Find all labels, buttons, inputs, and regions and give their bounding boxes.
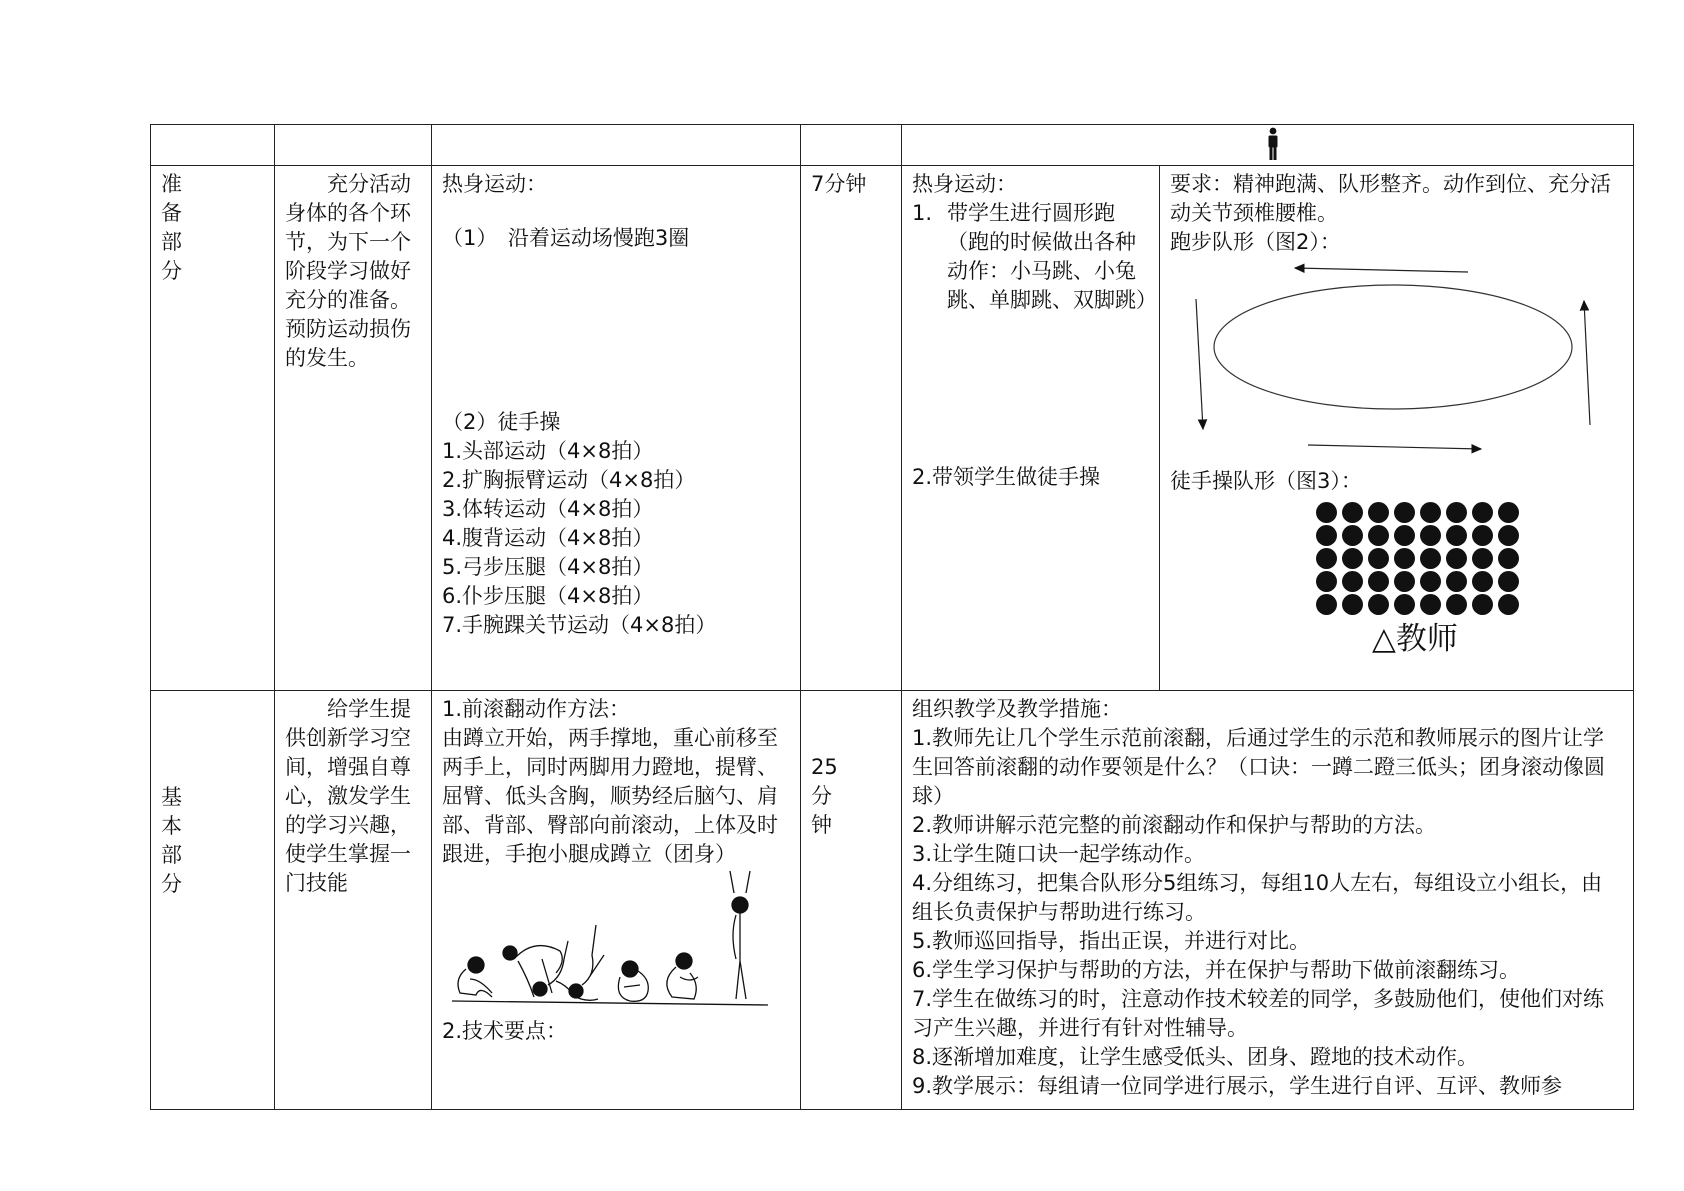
student-dot — [1420, 548, 1441, 569]
student-dot — [1472, 571, 1493, 592]
student-dot — [1316, 571, 1337, 592]
running-track-oval — [1214, 285, 1572, 409]
student-dot — [1420, 525, 1441, 546]
forward-roll-illustration — [442, 869, 790, 1017]
figure-head-icon — [533, 982, 547, 996]
basic-section-char: 分 — [161, 872, 182, 896]
student-dot — [1472, 548, 1493, 569]
prep-requirement: 要求：精神跑满、队形整齐。动作到位、充分活动关节颈椎腰椎。 — [1170, 172, 1611, 225]
prep-section-char: 备 — [161, 201, 182, 225]
basic-time-cell — [801, 691, 902, 1110]
arrow-top-icon — [1295, 268, 1468, 272]
student-dot — [1420, 502, 1441, 523]
teacher-marker: △教师 — [1372, 621, 1458, 657]
figure-head-icon — [732, 897, 748, 913]
figure-body-icon — [730, 871, 750, 999]
student-dot — [1446, 525, 1467, 546]
prep-time-cell — [801, 166, 902, 691]
prep-row — [151, 166, 1634, 691]
prep-org-title: 热身运动： — [912, 172, 1017, 196]
basic-method-text: 由蹲立开始，两手撑地，重心前移至两手上，同时两脚用力蹬地，提臂、屈臂、低头含胸，顺势经后脑勺、肩部、背部、臀部向前滚动，上体及时跟进，手抱小腿成蹲立（团身） — [442, 726, 778, 866]
prep-section-char: 部 — [161, 230, 182, 254]
drill-formation-label: 徒手操队形（图3）： — [1170, 469, 1362, 493]
student-dot — [1368, 548, 1389, 569]
prep-org-item1 — [912, 199, 1157, 315]
basic-content-cell — [432, 691, 801, 1110]
student-dot — [1342, 594, 1363, 615]
student-dot — [1394, 502, 1415, 523]
basic-row — [151, 691, 1634, 1110]
exercise-item: 2.扩胸振臂运动（4×8拍） — [442, 468, 696, 492]
header-cell — [275, 125, 432, 166]
arrow-left-icon — [1196, 299, 1203, 429]
basic-org-item: 5.教师巡回指导，指出正误，并进行对比。 — [912, 929, 1311, 953]
basic-section-char: 本 — [161, 814, 182, 838]
exercise-item: 7.手腕踝关节运动（4×8拍） — [442, 613, 717, 637]
run-formation-diagram — [1170, 257, 1623, 467]
student-dot — [1498, 502, 1519, 523]
header-cell — [432, 125, 801, 166]
basic-objective: 给学生提供创新学习空间，增强自尊心，激发学生的学习兴趣，使学生掌握一门技能 — [285, 697, 411, 895]
basic-objective-cell — [275, 691, 432, 1110]
exercise-item: 4.腹背运动（4×8拍） — [442, 526, 654, 550]
basic-org-list — [912, 724, 1623, 1101]
basic-org-cell — [902, 691, 1634, 1110]
ground-line — [452, 1001, 768, 1005]
arrow-right-icon — [1584, 301, 1590, 425]
student-dot — [1316, 594, 1337, 615]
student-dot — [1394, 525, 1415, 546]
prep-objective: 充分活动身体的各个环节，为下一个阶段学习做好充分的准备。预防运动损伤的发生。 — [285, 172, 411, 370]
student-dot — [1498, 594, 1519, 615]
basic-org-item: 2.教师讲解示范完整的前滚翻动作和保护与帮助的方法。 — [912, 813, 1437, 837]
header-row — [151, 125, 1634, 166]
basic-method-title: 1.前滚翻动作方法： — [442, 697, 631, 721]
figure-head-icon — [622, 961, 638, 977]
student-dot — [1446, 571, 1467, 592]
figure-head-icon — [468, 957, 484, 973]
student-dot — [1446, 502, 1467, 523]
student-dot — [1316, 502, 1337, 523]
basic-org-item: 1.教师先让几个学生示范前滚翻，后通过学生的示范和教师展示的图片让学生回答前滚翻的动作要领是什么？（口诀：一蹲二蹬三低头；团身滚动像圆球） — [912, 726, 1605, 808]
student-dot — [1342, 571, 1363, 592]
drill-formation-dots — [1316, 502, 1623, 615]
student-dot — [1472, 502, 1493, 523]
prep-time: 7分钟 — [811, 172, 867, 196]
exercise-item: 3.体转运动（4×8拍） — [442, 497, 654, 521]
prep-section-label — [161, 170, 264, 286]
student-dot — [1420, 594, 1441, 615]
student-dot — [1394, 594, 1415, 615]
run-formation-svg — [1170, 257, 1624, 467]
figure-head-icon — [569, 984, 583, 998]
exercise-item: 5.弓步压腿（4×8拍） — [442, 555, 654, 579]
basic-section-label — [161, 783, 264, 899]
student-dot — [1498, 525, 1519, 546]
prep-section-cell — [151, 166, 275, 691]
basic-org-item: 7.学生在做练习的时，注意动作技术较差的同学，多鼓励他们，使他们对练习产生兴趣，并进行有针对性辅导。 — [912, 987, 1605, 1040]
student-dot — [1368, 571, 1389, 592]
basic-org-title: 组织教学及教学措施： — [912, 697, 1122, 721]
figure-body-icon — [667, 967, 698, 999]
student-dot — [1420, 571, 1441, 592]
student-dot — [1342, 502, 1363, 523]
header-cell — [151, 125, 275, 166]
prep-run-item: （1） 沿着运动场慢跑3圈 — [442, 226, 690, 250]
basic-time — [811, 753, 891, 840]
basic-org-item: 3.让学生随口诀一起学练动作。 — [912, 842, 1206, 866]
header-cell — [801, 125, 902, 166]
student-dot — [1472, 594, 1493, 615]
student-dot — [1342, 525, 1363, 546]
basic-org-item: 9.教学展示：每组请一位同学进行展示，学生进行自评、互评、教师参 — [912, 1074, 1563, 1098]
basic-section-char: 部 — [161, 843, 182, 867]
student-dot — [1368, 525, 1389, 546]
prep-section-char: 分 — [161, 259, 182, 283]
prep-objective-cell — [275, 166, 432, 691]
student-dot — [1316, 548, 1337, 569]
student-dot — [1446, 594, 1467, 615]
student-dot — [1394, 548, 1415, 569]
prep-org-cell — [902, 166, 1160, 691]
student-dot — [1498, 571, 1519, 592]
basic-time-part: 分 — [811, 784, 832, 808]
basic-section-cell — [151, 691, 275, 1110]
teacher-person-icon — [1266, 127, 1280, 161]
prep-calisthenics-title: （2）徒手操 — [442, 410, 561, 434]
basic-points-title: 2.技术要点： — [442, 1019, 568, 1043]
forward-roll-figures-svg — [448, 869, 788, 1015]
basic-time-part: 25 — [811, 755, 838, 779]
student-dot — [1316, 525, 1337, 546]
prep-org-item1-text: 带学生进行圆形跑（跑的时候做出各种动作：小马跳、小兔跳、单脚跳、双脚跳） — [947, 201, 1157, 312]
basic-org-item: 8.逐渐增加难度，让学生感受低头、团身、蹬地的技术动作。 — [912, 1045, 1479, 1069]
prep-content-title: 热身运动： — [442, 172, 547, 196]
student-dot — [1394, 571, 1415, 592]
student-dot — [1472, 525, 1493, 546]
prep-org-item1-num: 1. — [912, 201, 933, 225]
exercise-item: 6.仆步压腿（4×8拍） — [442, 584, 654, 608]
student-dot — [1498, 548, 1519, 569]
prep-section-char: 准 — [161, 172, 182, 196]
basic-time-part: 钟 — [811, 813, 832, 837]
student-dot — [1368, 502, 1389, 523]
student-dot — [1342, 548, 1363, 569]
basic-org-item: 4.分组练习，把集合队形分5组练习，每组10人左右，每组设立小组长，由组长负责保护与帮助进行练习。 — [912, 871, 1603, 924]
prep-content-cell — [432, 166, 801, 691]
basic-section-char: 基 — [161, 785, 182, 809]
student-dot — [1446, 548, 1467, 569]
prep-requirement-cell — [1160, 166, 1634, 691]
figure-head-icon — [676, 953, 692, 969]
run-formation-label: 跑步队形（图2）： — [1170, 230, 1341, 254]
student-dot — [1368, 594, 1389, 615]
arrow-bottom-icon — [1308, 445, 1481, 449]
exercise-list — [442, 437, 790, 640]
exercise-item: 1.头部运动（4×8拍） — [442, 439, 654, 463]
basic-org-item: 6.学生学习保护与帮助的方法，并在保护与帮助下做前滚翻练习。 — [912, 958, 1521, 982]
prep-org-item2: 2.带领学生做徒手操 — [912, 465, 1101, 489]
lesson-plan-table — [150, 124, 1634, 1110]
